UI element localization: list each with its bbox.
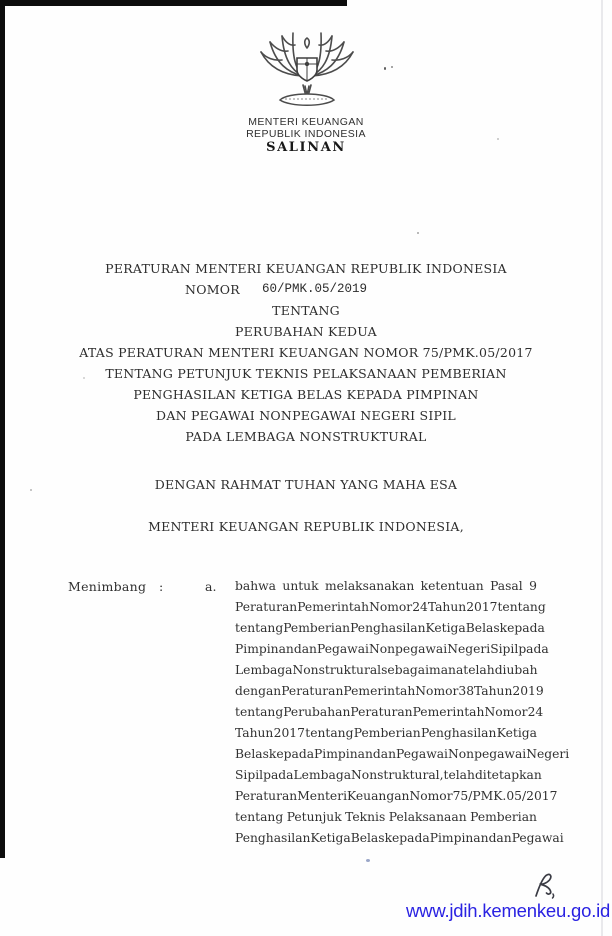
scan-speck	[384, 67, 386, 70]
republic-name: REPUBLIK INDONESIA	[246, 127, 366, 140]
authority-line: MENTERI KEUANGAN REPUBLIK INDONESIA,	[148, 519, 464, 534]
paragraph-line: Peraturan Pemerintah Nomor 24 Tahun 2017 tentang	[235, 600, 546, 614]
title-line-penghasilan: PENGHASILAN KETIGA BELAS KEPADA PIMPINAN	[133, 387, 479, 402]
regulation-title-block	[30, 258, 582, 537]
paragraph-line: tentang Pemberian Penghasilan Ketiga Belas kepada	[235, 621, 545, 635]
garuda-emblem-icon	[252, 30, 362, 116]
scan-edge-top	[0, 0, 347, 6]
copy-stamp-label: SALINAN	[266, 140, 346, 155]
title-line-pada: PADA LEMBAGA NONSTRUKTURAL	[185, 429, 427, 444]
paragraph-line: Tahun 2017 tentang Pemberian Penghasilan Ketiga	[235, 726, 537, 740]
invocation-line: DENGAN RAHMAT TUHAN YANG MAHA ESA	[154, 477, 458, 492]
item-marker-a: a.	[205, 579, 217, 594]
paragraph-line: Belas kepada Pimpinan dan Pegawai Nonpegawai Negeri	[235, 747, 570, 761]
paragraph-line: Lembaga Nonstruktural sebagaimana telah diubah	[235, 663, 538, 677]
scan-speck	[366, 859, 370, 862]
paragraph-line: Penghasilan Ketiga Belas kepada Pimpinan dan Pegawai	[235, 831, 564, 845]
paragraph-line: bahwa untuk melaksanakan ketentuan Pasal 9	[235, 579, 537, 593]
ministry-name: MENTERI KEUANGAN	[248, 116, 364, 128]
paragraph-line: Peraturan Menteri Keuangan Nomor 75/PMK.05/2017	[235, 789, 558, 803]
title-line-nomor	[0, 279, 552, 300]
ministry-letterhead	[206, 117, 406, 155]
paragraph-line: dengan Peraturan Pemerintah Nomor 38 Tahun 2019	[235, 684, 544, 698]
scan-line-right	[601, 0, 603, 936]
menimbang-paragraph	[235, 579, 570, 852]
nomor-label: NOMOR	[185, 282, 240, 297]
paragraph-line: Pimpinan dan Pegawai Nonpegawai Negeri Sipil pada	[235, 642, 549, 656]
scan-speck	[417, 232, 419, 234]
jdih-url-link[interactable]: www.jdih.kemenkeu.go.id	[406, 900, 611, 921]
paragraph-line: tentang Petunjuk Teknis Pelaksanaan Pemberian	[235, 810, 537, 824]
title-line-peraturan: PERATURAN MENTERI KEUANGAN REPUBLIK INDONESIA	[105, 261, 507, 276]
menimbang-colon: :	[159, 579, 164, 594]
scan-speck	[497, 138, 499, 140]
title-line-tentang2: TENTANG PETUNJUK TEKNIS PELAKSANAAN PEMBERIAN	[105, 366, 507, 381]
paragraph-line: Sipil pada Lembaga Nonstruktural, telah ditetapkan	[235, 768, 542, 782]
paragraph-line: tentang Perubahan Peraturan Pemerintah Nomor 24	[235, 705, 544, 719]
title-line-dan: DAN PEGAWAI NONPEGAWAI NEGERI SIPIL	[156, 408, 456, 423]
title-line-perubahan: PERUBAHAN KEDUA	[235, 324, 377, 339]
scan-speck	[391, 66, 393, 68]
scan-edge-left	[0, 0, 5, 858]
menimbang-label: Menimbang	[68, 579, 147, 594]
title-line-tentang: TENTANG	[272, 303, 340, 318]
title-line-atas: ATAS PERATURAN MENTERI KEUANGAN NOMOR 75/PMK.05/2017	[79, 345, 533, 360]
nomor-value: 60/PMK.05/2019	[261, 282, 367, 296]
garuda-pancasila-emblem	[252, 30, 362, 116]
